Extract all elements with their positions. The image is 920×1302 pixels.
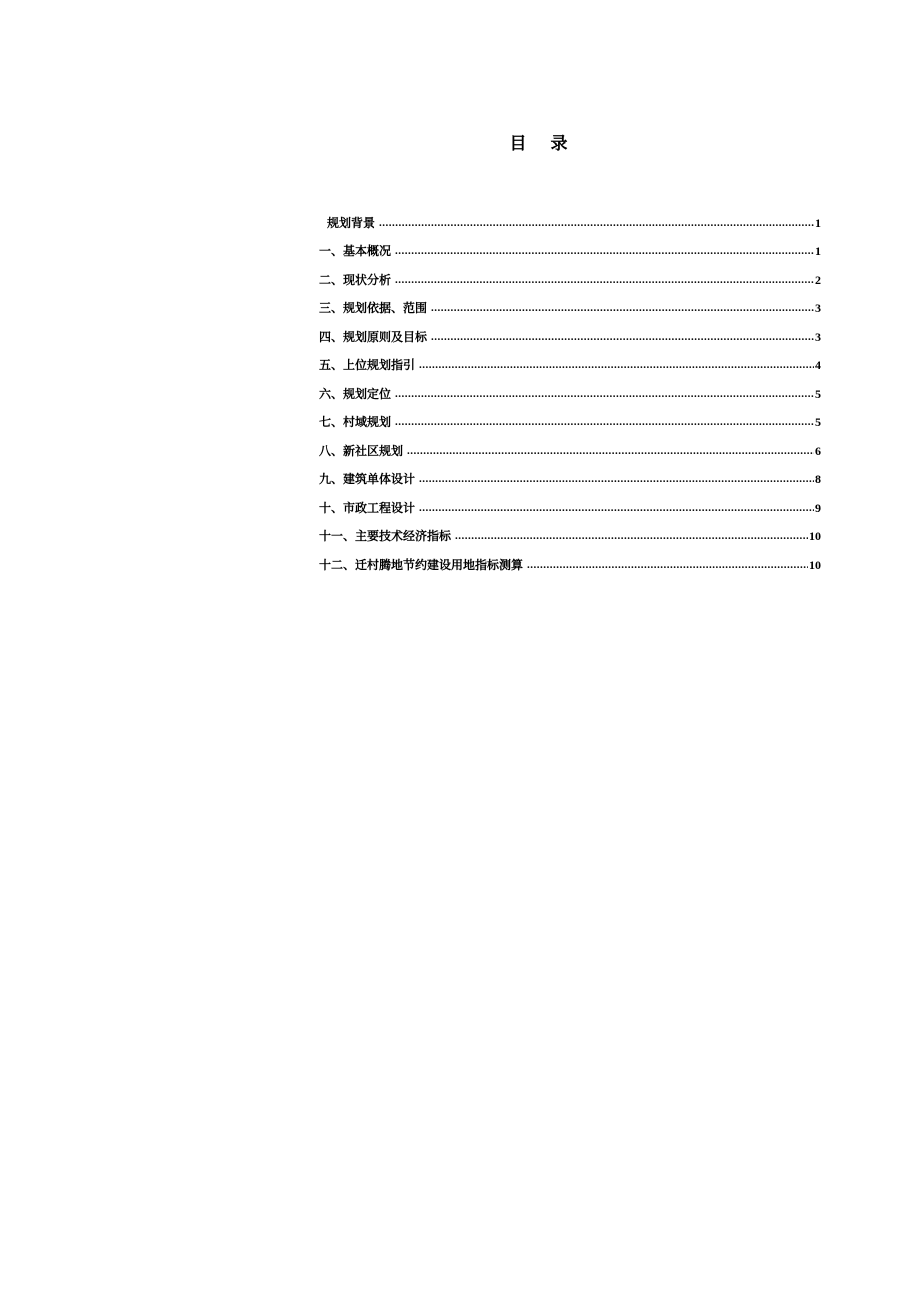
toc-entry-page-number: 3 <box>815 301 821 315</box>
toc-entry-page-number: 3 <box>815 329 821 344</box>
toc-leader-dots <box>431 299 814 317</box>
toc-leader-dots <box>379 214 814 232</box>
toc-entry[interactable] <box>319 317 821 346</box>
toc-leader-dots <box>419 356 814 374</box>
toc-leader-dots <box>431 328 814 346</box>
toc-entry-label: 七、村域规划 <box>319 415 392 429</box>
toc-entry[interactable] <box>319 260 821 289</box>
toc-entry[interactable] <box>319 431 821 460</box>
toc-entry-label: 六、规划定位 <box>319 386 392 401</box>
toc-entry-label: 九、建筑单体设计 <box>319 472 416 486</box>
toc-entry-page-number: 1 <box>815 244 821 258</box>
toc-entry-label: 三、规划依据、范围 <box>319 301 428 315</box>
toc-leader-dots <box>395 413 814 431</box>
toc-entry-page-number: 6 <box>815 443 821 458</box>
toc-entry-page-number: 5 <box>815 415 821 429</box>
toc-entry-label: 十一、主要技术经济指标 <box>319 529 452 543</box>
toc-entry[interactable] <box>319 488 821 517</box>
toc-entry-label: 十二、迁村腾地节约建设用地指标测算 <box>319 557 524 572</box>
toc-entry[interactable] <box>319 203 821 232</box>
toc-entry-page-number: 5 <box>815 386 821 401</box>
toc-entry[interactable] <box>319 289 821 318</box>
toc-entry-page-number: 1 <box>815 215 821 230</box>
toc-entry[interactable] <box>319 374 821 403</box>
toc-leader-dots <box>419 499 814 517</box>
toc-entry-page-number: 10 <box>809 557 821 572</box>
toc-entry-page-number: 10 <box>809 529 821 543</box>
toc-entry-label: 五、上位规划指引 <box>319 358 416 372</box>
toc-entry-label: 一、基本概况 <box>319 244 392 258</box>
toc-entry[interactable] <box>319 460 821 489</box>
toc-entry-page-number: 9 <box>815 500 821 515</box>
toc-entry-label: 四、规划原则及目标 <box>319 329 428 344</box>
toc-entry-page-number: 8 <box>815 472 821 486</box>
toc-entry[interactable] <box>319 232 821 261</box>
toc-entry-label: 二、现状分析 <box>319 272 392 287</box>
toc-leader-dots <box>395 385 814 403</box>
toc-entry-page-number: 4 <box>815 358 821 372</box>
toc-leader-dots <box>407 442 814 460</box>
toc-entry-label: 规划背景 <box>327 215 376 230</box>
toc-entry[interactable] <box>319 403 821 432</box>
toc-leader-dots <box>395 242 814 260</box>
toc-leader-dots <box>455 527 808 545</box>
toc-entry[interactable] <box>319 346 821 375</box>
toc-entry[interactable] <box>319 517 821 546</box>
toc-leader-dots <box>527 556 808 574</box>
toc-leader-dots <box>395 271 814 289</box>
table-of-contents <box>319 203 821 574</box>
page-title: 目 录 <box>509 134 577 154</box>
toc-entry[interactable] <box>319 545 821 574</box>
toc-entry-label: 十、市政工程设计 <box>319 500 416 515</box>
toc-entry-label: 八、新社区规划 <box>319 443 404 458</box>
toc-leader-dots <box>419 470 814 488</box>
toc-entry-page-number: 2 <box>815 272 821 287</box>
